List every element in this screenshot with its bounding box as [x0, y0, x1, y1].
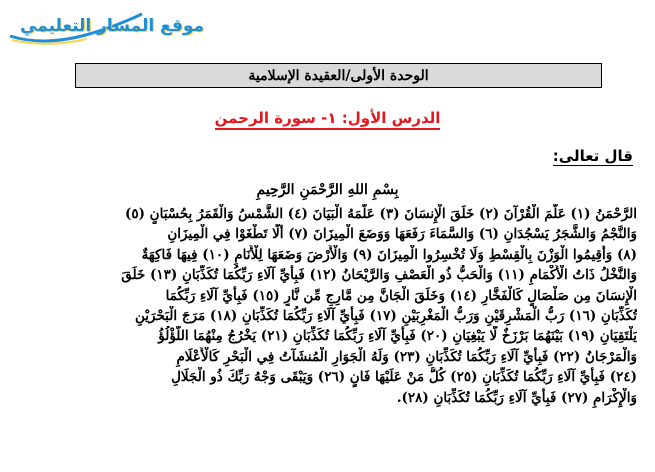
logo-text: موقع المسار التعليمي	[20, 16, 205, 36]
verse-line: الرَّحْمَنُ (١) عَلَّمَ الْقُرْآنَ (٢) خَلَقَ الْإِنسَانَ (٣) عَلَّمَهُ الْبَيَانَ (٤) الشَّمْسُ وَالْقَمَرُ بِحُسْبَانٍ (٥)	[124, 206, 637, 222]
verse-line: (٨) وَأَقِيمُوا الْوَزْنَ بِالْقِسْطِ وَلَا تُخْسِرُوا الْمِيزَانَ (٩) وَالْأَرْضَ وَضَعَهَا لِلْأَنَامِ (١٠) فِيهَا فَاكِهَةٌ	[141, 246, 637, 263]
verse-line: يَلْتَقِيَانِ (١٩) بَيْنَهُمَا بَرْزَخٌ لَّا يَبْغِيَانِ (٢٠) فَبِأَيِّ آلَاءِ رَبِّكُمَا تُكَذِّبَانِ (٢١) يَخْرُجُ مِنْهُمَا اللُّؤْلُؤُ	[158, 328, 637, 345]
intro-heading	[553, 147, 633, 165]
lesson-title	[0, 109, 655, 127]
verse-line: وَالنَّجْمُ وَالشَّجَرُ يَسْجُدَانِ (٦) وَالسَّمَاءَ رَفَعَهَا وَوَضَعَ الْمِيزَانَ (٧) أَلَّا تَطْغَوْا فِي الْمِيزَانِ	[167, 226, 637, 243]
intro-text: قال تعالى:	[552, 147, 633, 165]
verse-line: (٢٤) فَبِأَيِّ آلَاءِ رَبِّكُمَا تُكَذِّبَانِ (٢٥) كُلُّ مَنْ عَلَيْهَا فَانٍ (٢٦) وَيَبْقَى وَجْهُ رَبِّكَ ذُو الْجَلَالِ	[171, 369, 637, 386]
verses-block	[100, 204, 637, 408]
verse-line: الْإِنسَانَ مِن صَلْصَالٍ كَالْفَخَّارِ (١٤) وَخَلَقَ الْجَانَّ مِن مَّارِجٍ مِّن نَّارٍ (١٥) فَبِأَيِّ آلَاءِ رَبِّكُمَا	[165, 287, 637, 304]
verse-line: وَالنَّخْلُ ذَاتُ الْأَكْمَامِ (١١) وَالْحَبُّ ذُو الْعَصْفِ وَالرَّيْحَانُ (١٢) فَبِأَيِّ آلَاءِ رَبِّكُمَا تُكَذِّبَانِ (١٣) خَلَقَ	[121, 267, 637, 284]
verse-line: وَالْمَرْجَانُ (٢٢) فَبِأَيِّ آلَاءِ رَبِّكُمَا تُكَذِّبَانِ (٢٣) وَلَهُ الْجَوَارِ الْمُنشَآتُ فِي الْبَحْرِ كَالْأَعْلَامِ	[176, 348, 637, 365]
unit-title: الوحدة الأولى/العقيدة الإسلامية	[248, 67, 429, 84]
unit-title-bar	[75, 63, 602, 88]
verse-line: تُكَذِّبَانِ (١٦) رَبُّ الْمَشْرِقَيْنِ وَرَبُّ الْمَغْرِبَيْنِ (١٧) فَبِأَيِّ آلَاءِ رَبِّكُمَا تُكَذِّبَانِ (١٨) مَرَجَ الْبَحْرَيْنِ	[134, 308, 637, 325]
lesson-title-text: الدرس الأول: ١- سورة الرحمن	[215, 109, 441, 130]
site-logo	[2, 6, 205, 46]
basmala: بِسْمِ اللهِ الرَّحْمَنِ الرَّحِيمِ	[256, 182, 399, 198]
verse-line: وَالْإِكْرَامِ (٢٧) فَبِأَيِّ آلَاءِ رَبِّكُمَا تُكَذِّبَانِ (٢٨).	[396, 389, 637, 406]
